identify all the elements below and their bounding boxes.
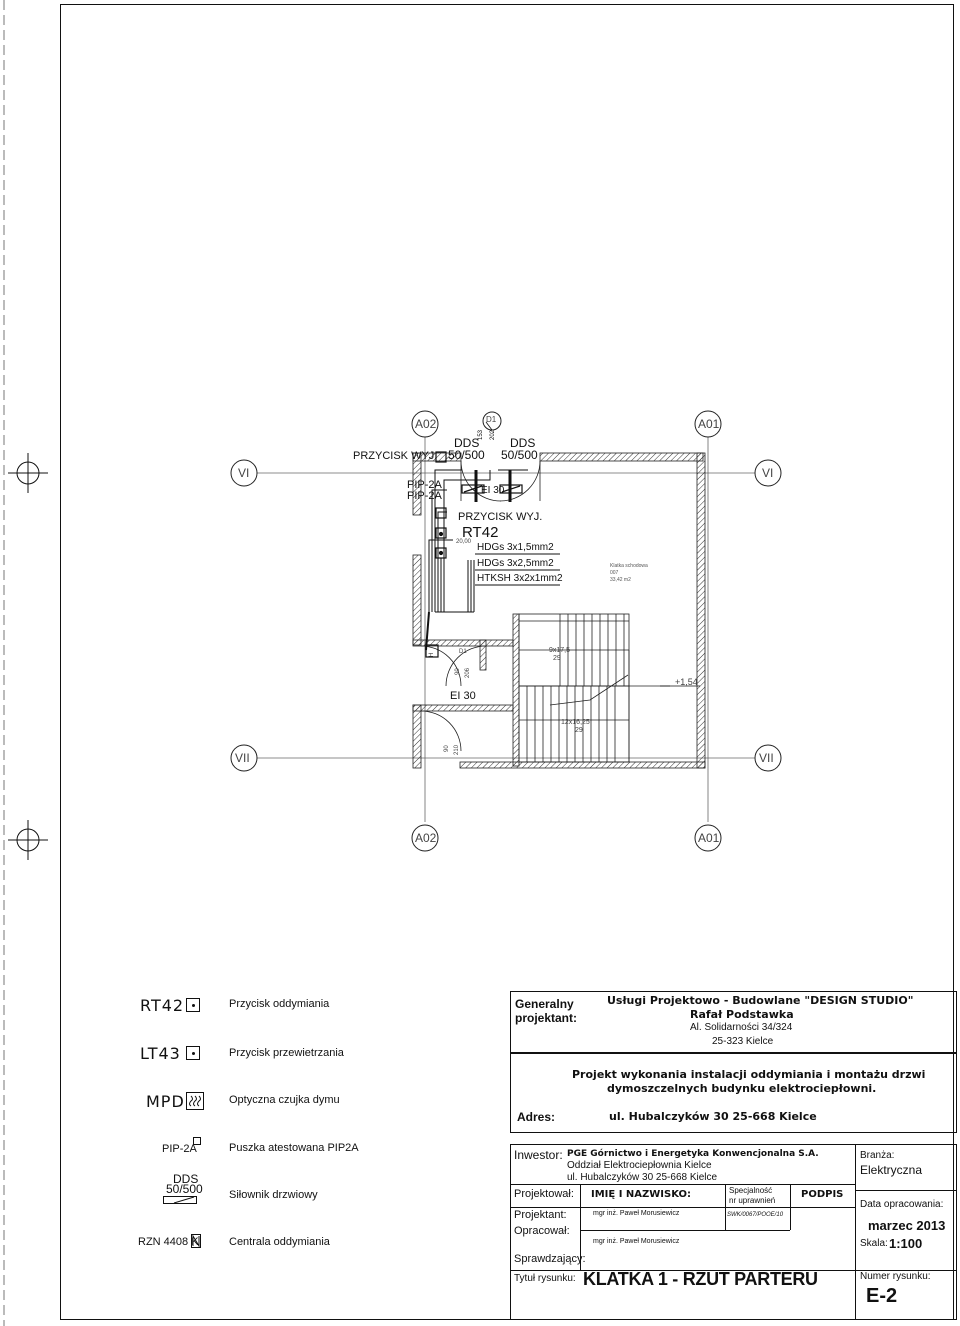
smoke-detector-icon [186,1092,204,1110]
control-panel-icon [191,1234,201,1248]
label-przycisk-wyj-top: PRZYCISK WYJ. [353,450,438,462]
inwestor-line-1: PGE Górnictwo i Energetyka Konwencjonalna S.A. [567,1149,819,1159]
axis-label-vi-right: VI [762,466,774,480]
imie-label: IMIĘ I NAZWISKO: [591,1189,692,1200]
legend-desc-lt43: Przycisk przewietrzania [229,1047,344,1059]
label-room-name: Klatka schodowa [610,563,648,569]
adres-label: Adres: [517,1110,556,1124]
label-room-no: 007 [610,570,619,576]
axis-label-a01-top: A01 [698,417,720,431]
data-value: marzec 2013 [868,1218,946,1233]
projektowal-label: Projektował: [514,1188,574,1200]
junction-box-icon [193,1137,201,1145]
company-line-3: Al. Solidarności 34/324 [690,1022,793,1033]
label-room-area: 33,42 m2 [610,577,631,583]
label-door-top-153: 153 [478,429,484,440]
door-actuator-icon [163,1196,197,1204]
label-stair-lower-2: 29 [575,727,583,734]
ventilation-button-icon [186,1046,200,1060]
spec-line-1: Specjalność [729,1186,773,1195]
label-rt42-small: 20,00 [456,539,472,545]
label-door-mid-h: H [429,652,435,657]
projektant-name: mgr inż. Paweł Morusiewicz [593,1210,680,1217]
label-door-mid-90: 90 [455,668,461,675]
skala-label: Skala: [860,1238,888,1249]
spec-line-2: nr uprawnień [729,1196,776,1205]
projektant-nr: SWK/0067/POOE/10 [727,1212,784,1218]
data-label: Data opracowania: [860,1199,944,1210]
axis-label-a01-bottom: A01 [698,831,720,845]
adres-value: ul. Hubalczyków 30 25-668 Kielce [609,1110,817,1123]
legend-symbol-dds: DDS [173,1172,199,1186]
label-cable-1: HDGs 3x1,5mm2 [477,542,554,553]
label-door-low-90: 90 [444,745,450,752]
axis-label-a02-top: A02 [415,417,437,431]
legend-symbol-rzn: RZN 4408 K [138,1236,199,1248]
label-ei30-top: EI 30 [481,485,505,496]
push-button-icon [186,998,200,1012]
label-door-mid-206: 206 [465,667,471,678]
door-label-d1: D1 [486,415,497,424]
numer-value: E-2 [866,1285,898,1307]
label-stair-lower: 12x16,25 [561,719,590,726]
legend-symbol-dds-val: 50/500 [166,1182,203,1196]
gen-label-2: projektant: [515,1011,578,1025]
branza-label: Branża: [860,1150,895,1161]
inwestor-label: Inwestor: [514,1148,563,1162]
label-przycisk-wyj-mid: PRZYCISK WYJ. [458,511,543,523]
label-ei30-mid: EI 30 [450,690,476,702]
company-line-1: Usługi Projektowo - Budowlane "DESIGN STUDIO" [607,994,914,1007]
inwestor-line-3: ul. Hubalczyków 30 25-668 Kielce [567,1172,718,1183]
label-door-top-202: 202 [490,429,496,440]
stairs [519,614,670,762]
tytul-label: Tytuł rysunku: [514,1273,576,1284]
label-level: +1,54 [675,677,698,687]
branza-value: Elektryczna [860,1163,923,1177]
label-dds-left-val: 50/500 [448,448,485,462]
legend-symbol-lt43: LT43 [140,1044,181,1063]
inwestor-line-2: Oddział Elektrociepłownia Kielce [567,1160,712,1171]
legend-desc-rt42: Przycisk oddymiania [229,998,330,1010]
label-pip-2: PIP-2A [407,490,442,502]
axis-label-vii-left: VII [235,751,250,765]
legend-desc-pip2a: Puszka atestowana PIP2A [229,1142,359,1154]
axis-label-vii-right: VII [759,751,774,765]
legend-symbol-mpd: MPD [146,1092,185,1111]
axis-label-vi-left: VI [238,466,250,480]
legend-desc-mpd: Optyczna czujka dymu [229,1094,340,1106]
label-dds-left: DDS [454,436,480,450]
skala-value: 1:100 [889,1236,923,1251]
legend-desc-dds: Siłownik drzwiowy [229,1189,318,1201]
label-stair-upper-2: 29 [553,655,561,662]
legend-symbol-pip2a: PIP-2A [162,1143,197,1155]
projektant-label: Projektant: [514,1209,567,1221]
label-cable-2: HDGs 3x2,5mm2 [477,558,554,569]
project-line-2: dymoszczelnych budynku elektrociepłowni. [607,1082,877,1095]
legend-symbol-rt42: RT42 [140,996,185,1015]
axis-label-a02-bottom: A02 [415,831,437,845]
label-stair-upper: 9x17,5 [549,647,571,654]
legend-desc-rzn: Centrala oddymiania [229,1236,330,1248]
project-line-1: Projekt wykonania instalacji oddymiania i montażu drzwi [572,1068,926,1081]
sprawdzajacy-label: Sprawdzający: [514,1253,586,1265]
gen-label-1: Generalny [515,997,574,1011]
label-rt42: RT42 [462,524,499,541]
opracowal-label: Opracował: [514,1225,570,1237]
label-cable-3: HTKSH 3x2x1mm2 [477,573,563,584]
numer-label: Numer rysunku: [860,1271,931,1282]
label-door-mid-d1: D1 [459,649,467,655]
company-line-4: 25-323 Kielce [712,1036,774,1047]
tytul-value: KLATKA 1 - RZUT PARTERU [583,1269,818,1289]
label-door-low-210: 210 [454,744,460,755]
opracowal-name: mgr inż. Paweł Morusiewicz [593,1238,680,1245]
podpis-label: PODPIS [801,1189,844,1200]
label-dds-right: DDS [510,436,536,450]
label-dds-right-val: 50/500 [501,448,538,462]
company-line-2: Rafał Podstawka [690,1008,794,1021]
label-pip-1: PIP-2A [407,479,442,491]
